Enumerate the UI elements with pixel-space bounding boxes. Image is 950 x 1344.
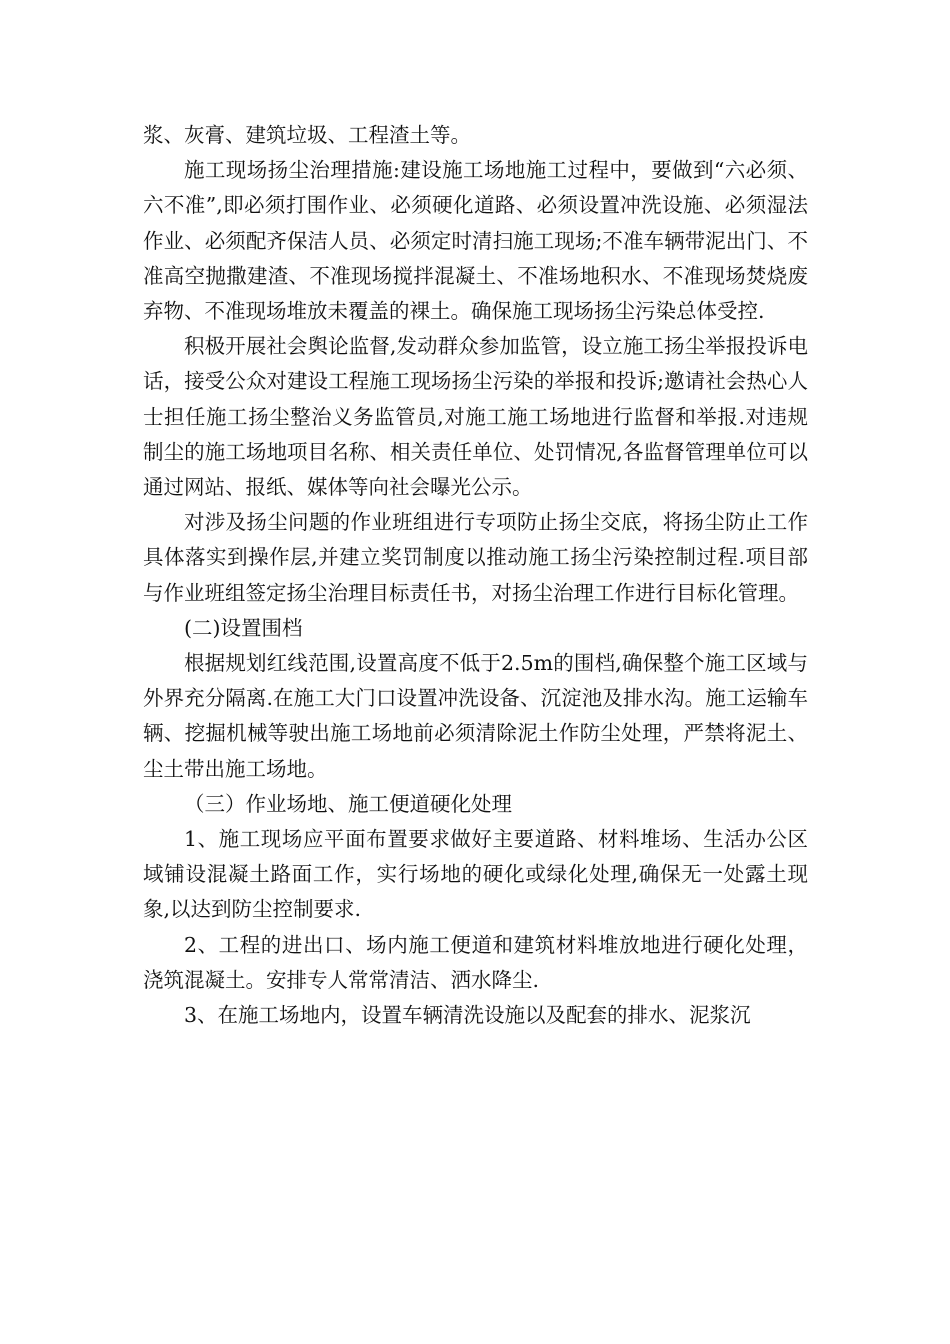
- paragraph-continuation: 浆、灰膏、建筑垃圾、工程渣土等。: [143, 123, 471, 147]
- section-heading-road-hardening: （三）作业场地、施工便道硬化处理: [184, 791, 512, 816]
- section-heading-enclosure: (二)设置围档: [184, 615, 303, 640]
- paragraph-work-team-briefing: 对涉及扬尘问题的作业班组进行专项防止扬尘交底，将扬尘防止工作具体落实到操作层,并建立奖罚制度以推动施工扬尘污染控制过程.项目部与作业班组签定扬尘治理目标责任书，对扬尘治理工作进行目标化管理。: [143, 510, 808, 605]
- paragraph-enclosure: 根据规划红线范围,设置高度不低于2.5m的围档,确保整个施工区域与外界充分隔离.在施工大门口设置冲洗设备、沉淀池及排水沟。施工运输车辆、挖掘机械等驶出施工场地前必须清除泥土作防尘处理，严禁将泥土、尘土带出施工场地。: [143, 651, 808, 781]
- list-item-2: 2、工程的进出口、场内施工便道和建筑材料堆放地进行硬化处理，浇筑混凝土。安排专人常常清洁、洒水降尘.: [143, 932, 808, 992]
- list-item-1: 1、施工现场应平面布置要求做好主要道路、材料堆场、生活办公区域铺设混凝土路面工作，实行场地的硬化或绿化处理,确保无一处露土现象,以达到防尘控制要求.: [143, 827, 808, 922]
- list-item-3: 3、在施工场地内，设置车辆清洗设施以及配套的排水、泥浆沉: [184, 1003, 751, 1028]
- paragraph-dust-control-measures: 施工现场扬尘治理措施:建设施工场地施工过程中，要做到“六必须、六不准”,即必须打围作业、必须硬化道路、必须设置冲洗设施、必须湿法作业、必须配齐保洁人员、必须定时清扫施工现场;不准车辆带泥出门、不准高空抛撒建渣、不准现场搅拌混凝土、不准场地积水、不准现场焚烧废弃物、不准现场堆放未覆盖的裸土。确保施工现场扬尘污染总体受控.: [143, 158, 808, 324]
- paragraph-public-supervision: 积极开展社会舆论监督,发动群众参加监管，设立施工扬尘举报投诉电话，接受公众对建设工程施工现场扬尘污染的举报和投诉;邀请社会热心人士担任施工扬尘整治义务监管员,对施工施工场地进行监督和举报.对违规制尘的施工场地项目名称、相关责任单位、处罚情况,各监督管理单位可以通过网站、报纸、媒体等向社会曝光公示。: [143, 334, 808, 500]
- document-body: [143, 118, 808, 1033]
